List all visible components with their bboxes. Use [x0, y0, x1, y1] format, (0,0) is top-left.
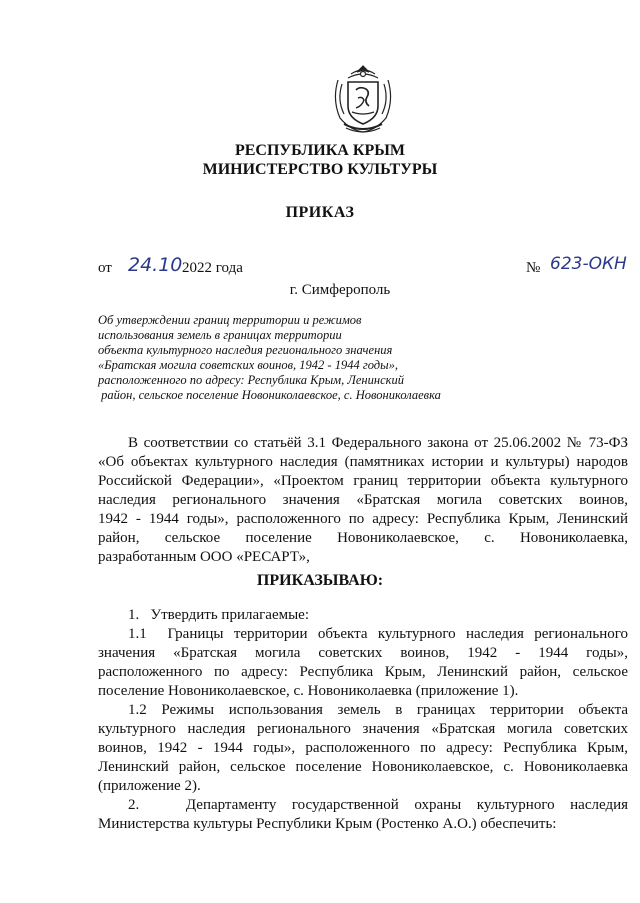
item-1-1-line: поселение Новониколаевское, с. Новониколаевка (приложение 1). — [98, 683, 519, 699]
org-republic: РЕСПУБЛИКА КРЫМ — [234, 142, 406, 159]
item-2-line: 2. Департаменту государственной охраны культурного наследия — [128, 797, 628, 813]
item-1-1-line: 1.1 Границы территории объекта культурного наследия регионального — [128, 626, 628, 642]
item-1-2-line: 1.2 Режимы использования земель в границах территории объекта — [128, 702, 628, 718]
item-1-1-line: значения «Братская могила советских воинов, 1942 - 1944 годы», — [98, 645, 628, 661]
subject-line: «Братская могила советских воинов, 1942 - 1944 годы», — [98, 358, 398, 372]
subject-line: использования земель в границах территории — [98, 328, 342, 342]
subject-line: расположенного по адресу: Республика Крым, Ленинский — [98, 373, 404, 387]
item-1-2-line: воинов, 1942 - 1944 годы», расположенного по адресу: Республика Крым, — [98, 740, 628, 756]
item-1-2-line: Ленинский район, сельское поселение Новониколаевское, с. Новониколаевка — [98, 759, 628, 775]
preamble-line: район, сельское поселение Новониколаевское, с. Новониколаевка, — [98, 530, 628, 546]
preamble-paragraph — [98, 434, 628, 567]
order-heading: ПРИКАЗЫВАЮ: — [256, 572, 384, 589]
preamble-line: разработанным ООО «РЕСАРТ», — [98, 549, 310, 565]
number-label: № — [526, 260, 541, 276]
preamble-line: В соответствии со статьёй 3.1 Федерального закона от 25.06.2002 № 73-ФЗ — [128, 435, 628, 451]
document-type: ПРИКАЗ — [285, 204, 355, 221]
subject-line: район, сельское поселение Новониколаевское, с. Новониколаевка — [98, 388, 441, 402]
subject-line: объекта культурного наследия регионального значения — [98, 343, 393, 357]
item-1-2-line: культурного наследия регионального значения «Братская могила советских — [98, 721, 628, 737]
year-text: 2022 года — [182, 260, 243, 276]
preamble-line: наследия регионального значения «Братская могила советских воинов, — [98, 492, 628, 508]
handwritten-date: 24.10 — [128, 254, 183, 276]
preamble-line: Российской Федерации», «Проектом границ территории объекта культурного — [98, 473, 628, 489]
handwritten-number: 623-ОКН — [550, 254, 627, 274]
item-1-1-line: расположенного по адресу: Республика Крым, Ленинский район, сельское — [98, 664, 628, 680]
from-label: от — [98, 260, 112, 276]
item-1-2-line: (приложение 2). — [98, 778, 201, 794]
subject-block — [98, 313, 458, 403]
preamble-line: «Об объектах культурного наследия (памятниках истории и культуры) народов — [98, 454, 628, 470]
item-1: 1. Утвердить прилагаемые: — [128, 607, 309, 623]
order-items — [98, 606, 628, 834]
city: г. Симферополь — [289, 282, 391, 298]
org-ministry: МИНИСТЕРСТВО КУЛЬТУРЫ — [202, 161, 438, 178]
subject-line: Об утверждении границ территории и режимов — [98, 313, 362, 327]
preamble-line: 1942 - 1944 годы», расположенного по адресу: Республика Крым, Ленинский — [98, 511, 628, 527]
item-2-line: Министерства культуры Республики Крым (Ростенко А.О.) обеспечить: — [98, 816, 557, 832]
coat-of-arms-emblem — [326, 62, 400, 136]
